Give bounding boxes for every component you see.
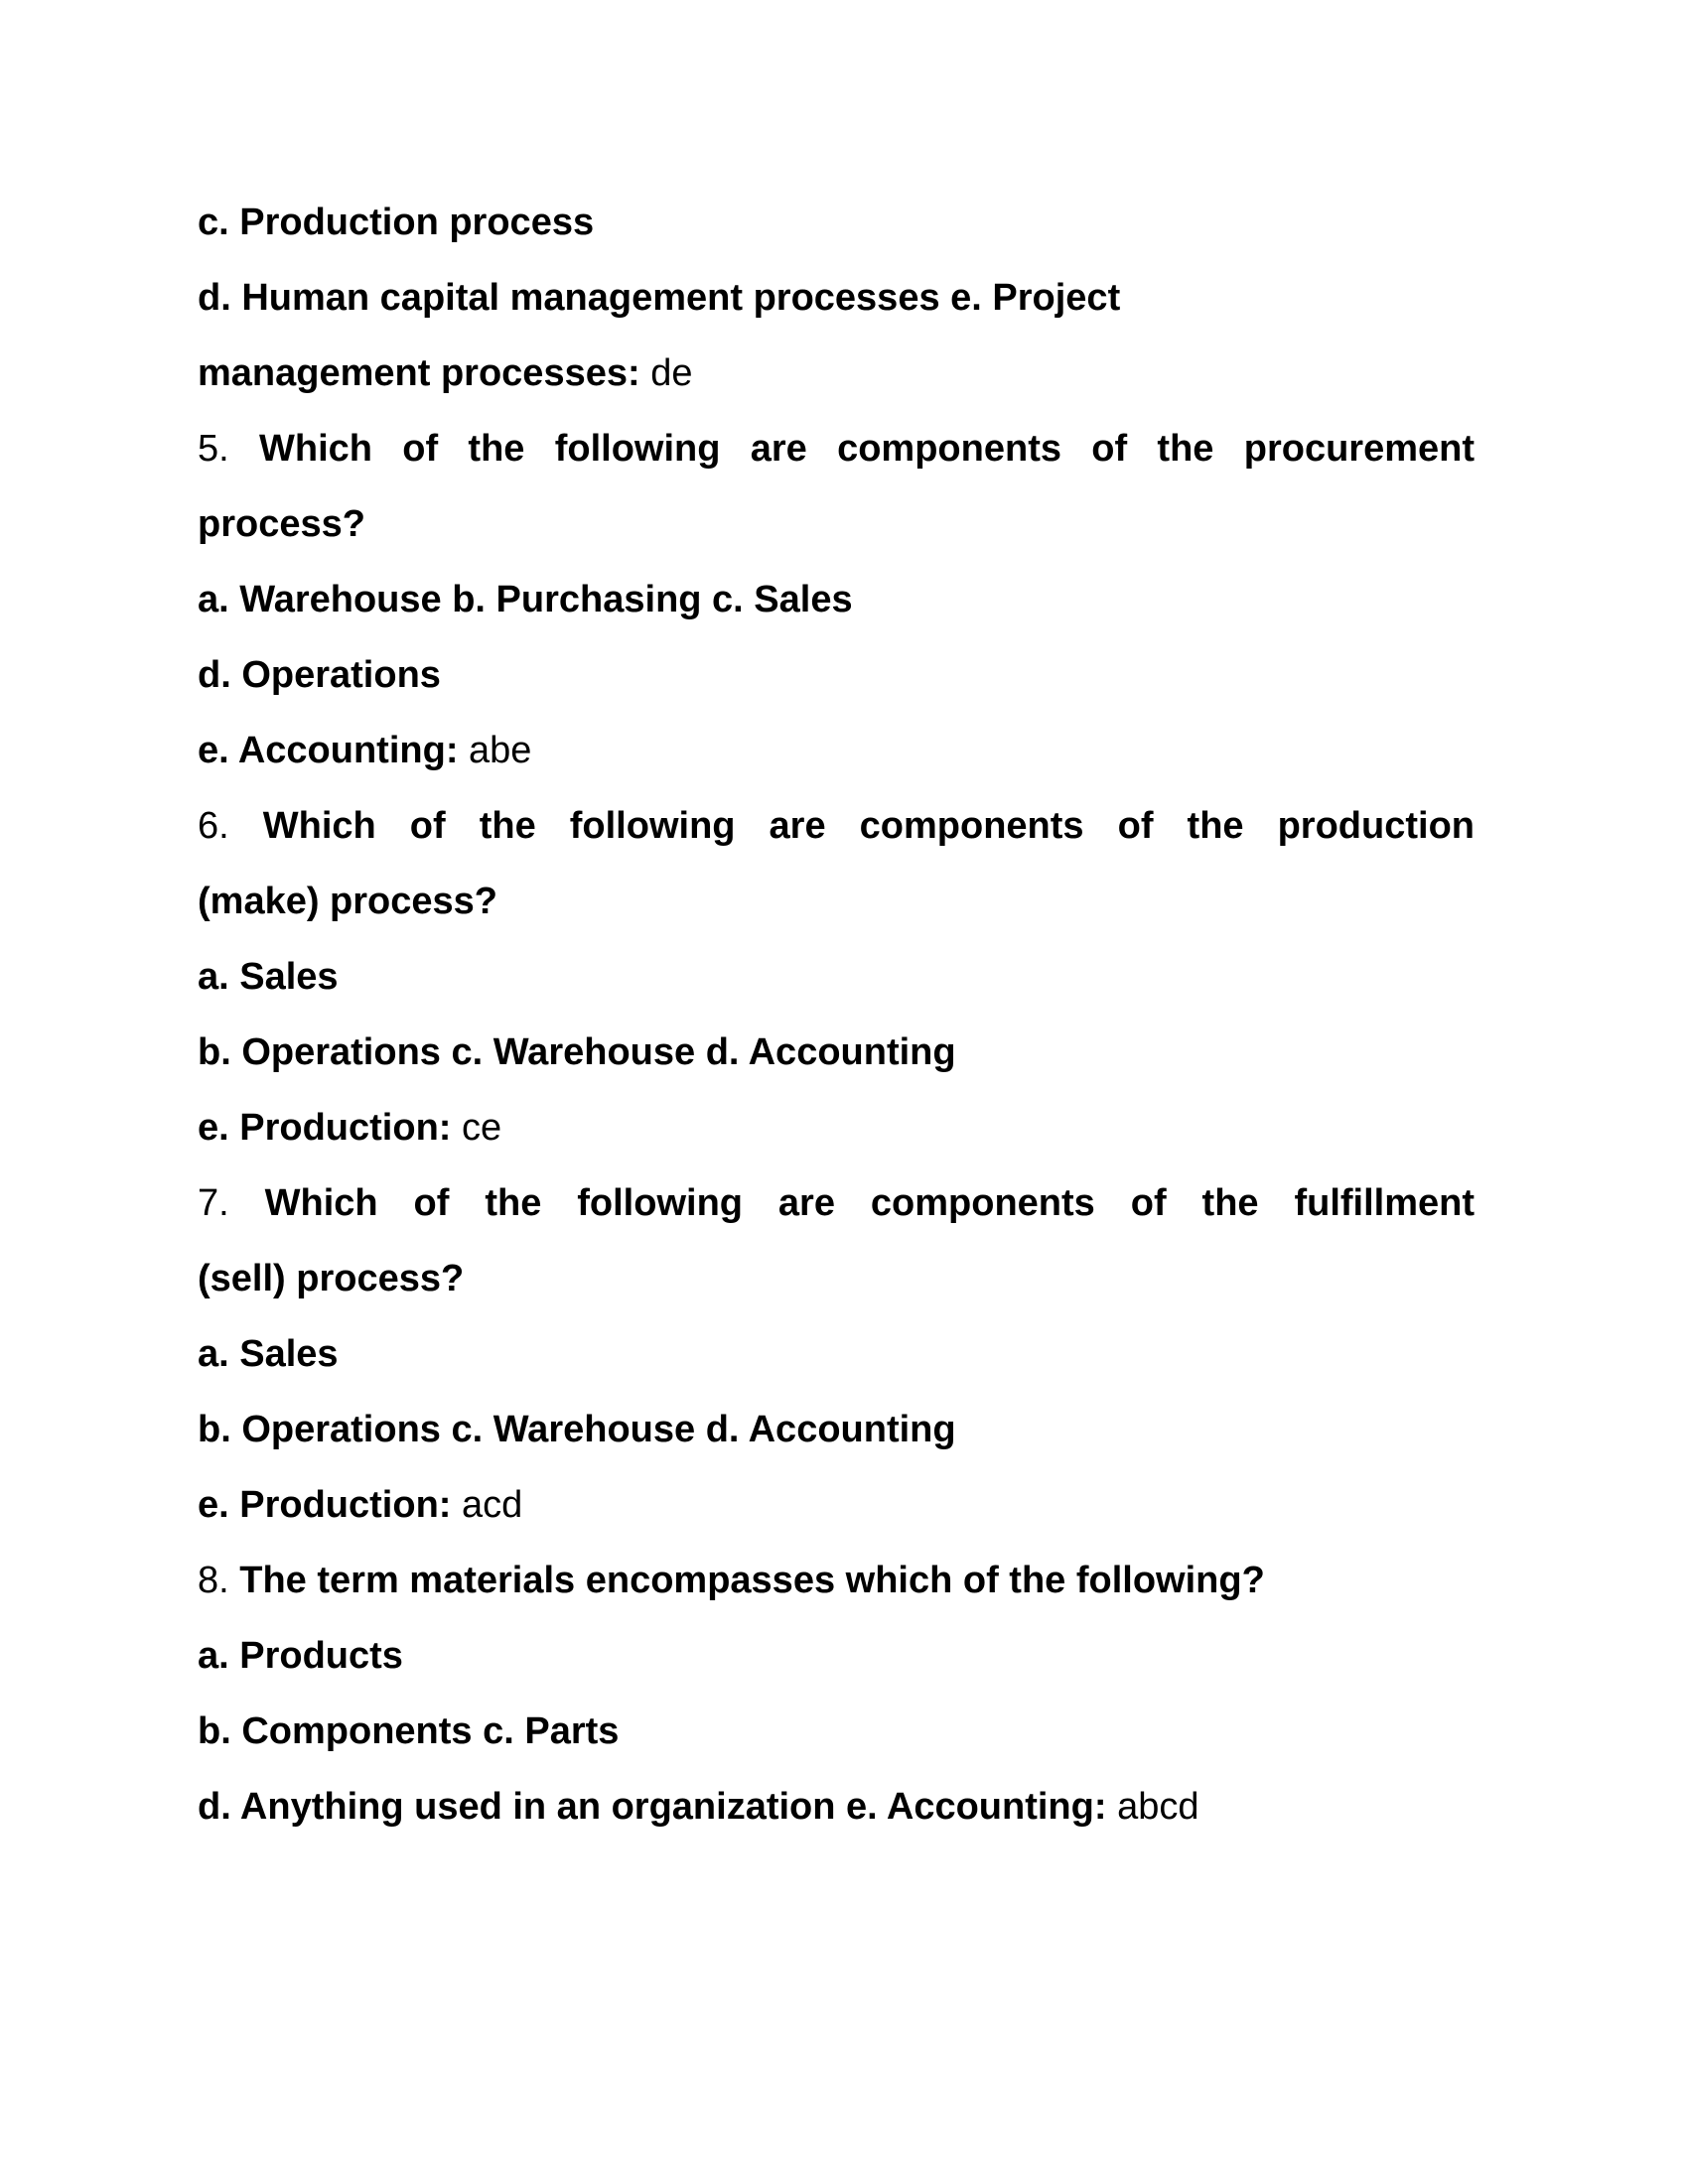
text-line	[198, 939, 1475, 1015]
text-line	[198, 637, 1475, 713]
answer: acd	[451, 1484, 523, 1526]
question-text: The term materials encompasses which of the following?	[239, 1560, 1265, 1601]
answer: abcd	[1106, 1786, 1199, 1828]
question-text: a. Products	[198, 1635, 403, 1677]
text-line	[198, 486, 1475, 562]
text-line	[198, 1241, 1475, 1316]
question-text: a. Sales	[198, 1333, 339, 1375]
question-text: (sell) process?	[198, 1258, 465, 1299]
number: 7.	[198, 1182, 265, 1224]
text-line	[198, 1392, 1475, 1467]
text-line	[198, 713, 1475, 788]
question-text: b. Components c. Parts	[198, 1710, 620, 1752]
text-line	[198, 185, 1475, 260]
question-text: d. Anything used in an organization e. Accounting:	[198, 1786, 1107, 1828]
text-line	[198, 1316, 1475, 1392]
text-line	[198, 411, 1475, 486]
answer: de	[639, 352, 693, 394]
text-line	[198, 1467, 1475, 1543]
text-line	[198, 864, 1475, 939]
text-line	[198, 562, 1475, 637]
number: 5.	[198, 428, 259, 470]
question-text: e. Accounting:	[198, 730, 459, 771]
text-line	[198, 336, 1475, 411]
question-text: e. Production:	[198, 1107, 452, 1149]
question-text: b. Operations c. Warehouse d. Accounting	[198, 1409, 956, 1450]
question-text: d. Operations	[198, 654, 441, 696]
question-text: Which of the following are components of the procurement	[258, 428, 1475, 470]
text-line	[198, 1165, 1475, 1241]
text-line	[198, 1769, 1475, 1844]
text-line	[198, 1618, 1475, 1694]
question-text: management processes:	[198, 352, 640, 394]
question-text: e. Production:	[198, 1484, 452, 1526]
question-text: Which of the following are components of the fulfillment	[264, 1182, 1476, 1224]
question-text: a. Sales	[198, 956, 339, 998]
question-text: (make) process?	[198, 881, 498, 922]
number: 6.	[198, 805, 263, 847]
text-line	[198, 788, 1475, 864]
question-text: a. Warehouse b. Purchasing c. Sales	[198, 579, 853, 620]
text-line	[198, 1694, 1475, 1769]
question-text: d. Human capital management processes e. Project	[198, 277, 1121, 319]
document-page	[198, 185, 1475, 1844]
text-line	[198, 1015, 1475, 1090]
answer: ce	[451, 1107, 502, 1149]
question-text: c. Production process	[198, 202, 595, 243]
question-text: b. Operations c. Warehouse d. Accounting	[198, 1031, 956, 1073]
text-line	[198, 1543, 1475, 1618]
text-line	[198, 1090, 1475, 1165]
text-line	[198, 260, 1475, 336]
number: 8.	[198, 1560, 240, 1601]
answer: abe	[458, 730, 532, 771]
question-text: process?	[198, 503, 365, 545]
question-text: Which of the following are components of the production	[262, 805, 1475, 847]
